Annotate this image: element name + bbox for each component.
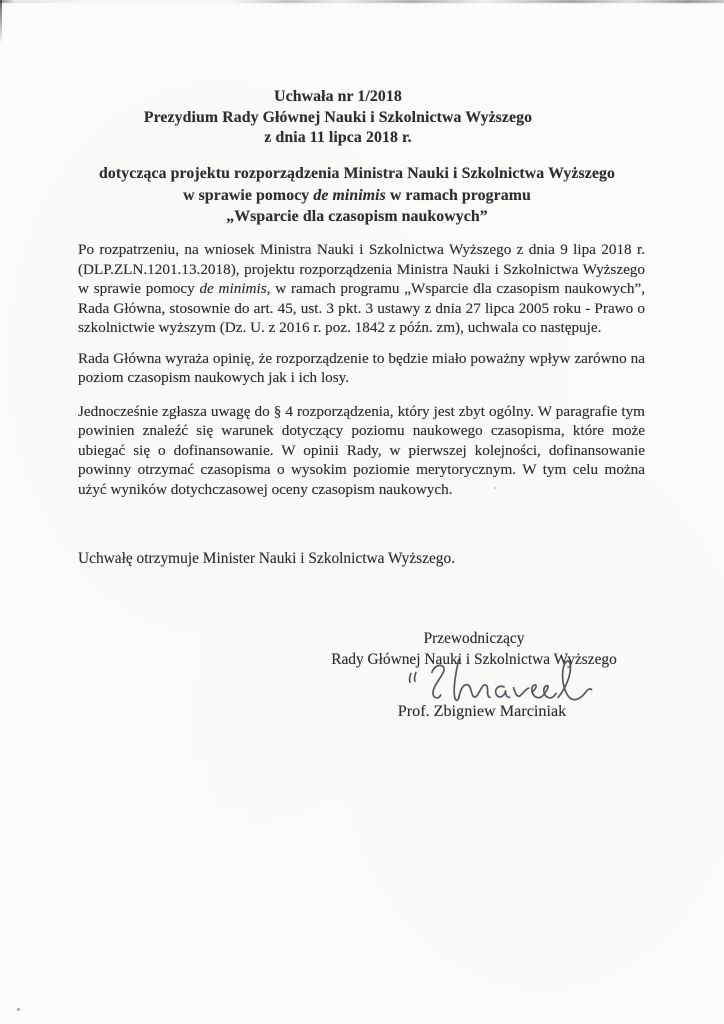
title-line-2: Prezydium Rady Głównej Nauki i Szkolnictwa Wyższego bbox=[143, 108, 533, 126]
paragraph-1-post: , w ramach programu „Wsparcie dla czasopism naukowych”, Rada Główna, stosownie do art. 45, ust. 3 pkt. 3 ustawy z dnia 27 lipca 2005 roku - Prawo o szkolnictwie wyższym (Dz. U. z 2016 r. poz. 1842 z późn. zm), uchwala co następuje. bbox=[78, 280, 646, 336]
scan-speck bbox=[17, 1008, 20, 1011]
subject-line-1: dotycząca projektu rozporządzenia Ministra Nauki i Szkolnictwa Wyższego bbox=[99, 165, 615, 182]
paragraph-1 bbox=[78, 240, 645, 338]
paragraph-1-pre: Po rozpatrzeniu, na wniosek Ministra Nauki i Szkolnictwa Wyższego z dnia 9 lipa 2018 r. (DLP.ZLN.1201.13.2018), projektu rozporządzenia Ministra Nauki i Szkolnictwa Wyższego w sprawie pomocy bbox=[78, 241, 645, 297]
title-line-3: z dnia 11 lipca 2018 r. bbox=[264, 129, 412, 146]
subject-block bbox=[97, 163, 617, 228]
body-text bbox=[78, 240, 645, 499]
title-line-1: Uchwała nr 1/2018 bbox=[274, 88, 402, 105]
paragraph-3: Jednocześnie zgłasza uwagę do § 4 rozporządzenia, który jest zbyt ogólny. W paragrafie tym powinien znaleźć się warunek dotyczący poziomu naukowego czasopisma, które może ubiegać się o dofinansowanie. W opinii Rady, w pierwszej kolejności, dofinansowanie powinny otrzymać czasopisma o wysokim poziomie merytorycznym. W tym celu można użyć wyników dotychczasowej oceny czasopism naukowych. bbox=[78, 402, 645, 498]
subject-line-3: „Wsparcie dla czasopism naukowych” bbox=[226, 208, 488, 225]
subject-line-2-post: w ramach programu bbox=[385, 186, 531, 204]
signature-role-line-2: Rady Głównej Nauki i Szkolnictwa Wyższego bbox=[331, 650, 617, 668]
scan-artifact-top-edge bbox=[0, 0, 724, 3]
scan-artifact-left-edge bbox=[0, 0, 2, 42]
title-block bbox=[78, 87, 598, 149]
signer-name: Prof. Zbigniew Marciniak bbox=[397, 702, 567, 720]
de-minimis-italic: de minimis bbox=[199, 280, 267, 297]
signature-role-line-1: Przewodniczący bbox=[423, 630, 525, 647]
subject-line-2 bbox=[97, 185, 617, 207]
subject-line-2-pre: w sprawie pomocy bbox=[183, 186, 314, 204]
distribution-line: Uchwałę otrzymuje Minister Nauki i Szkolnictwa Wyższego. bbox=[78, 550, 456, 567]
de-minimis-italic: de minimis bbox=[313, 186, 386, 204]
handwritten-signature bbox=[385, 651, 596, 713]
paragraph-2: Rada Główna wyraża opinię, że rozporządzenie to będzie miało poważny wpływ zarówno na poziom czasopism naukowych jak i ich losy. bbox=[78, 349, 645, 386]
